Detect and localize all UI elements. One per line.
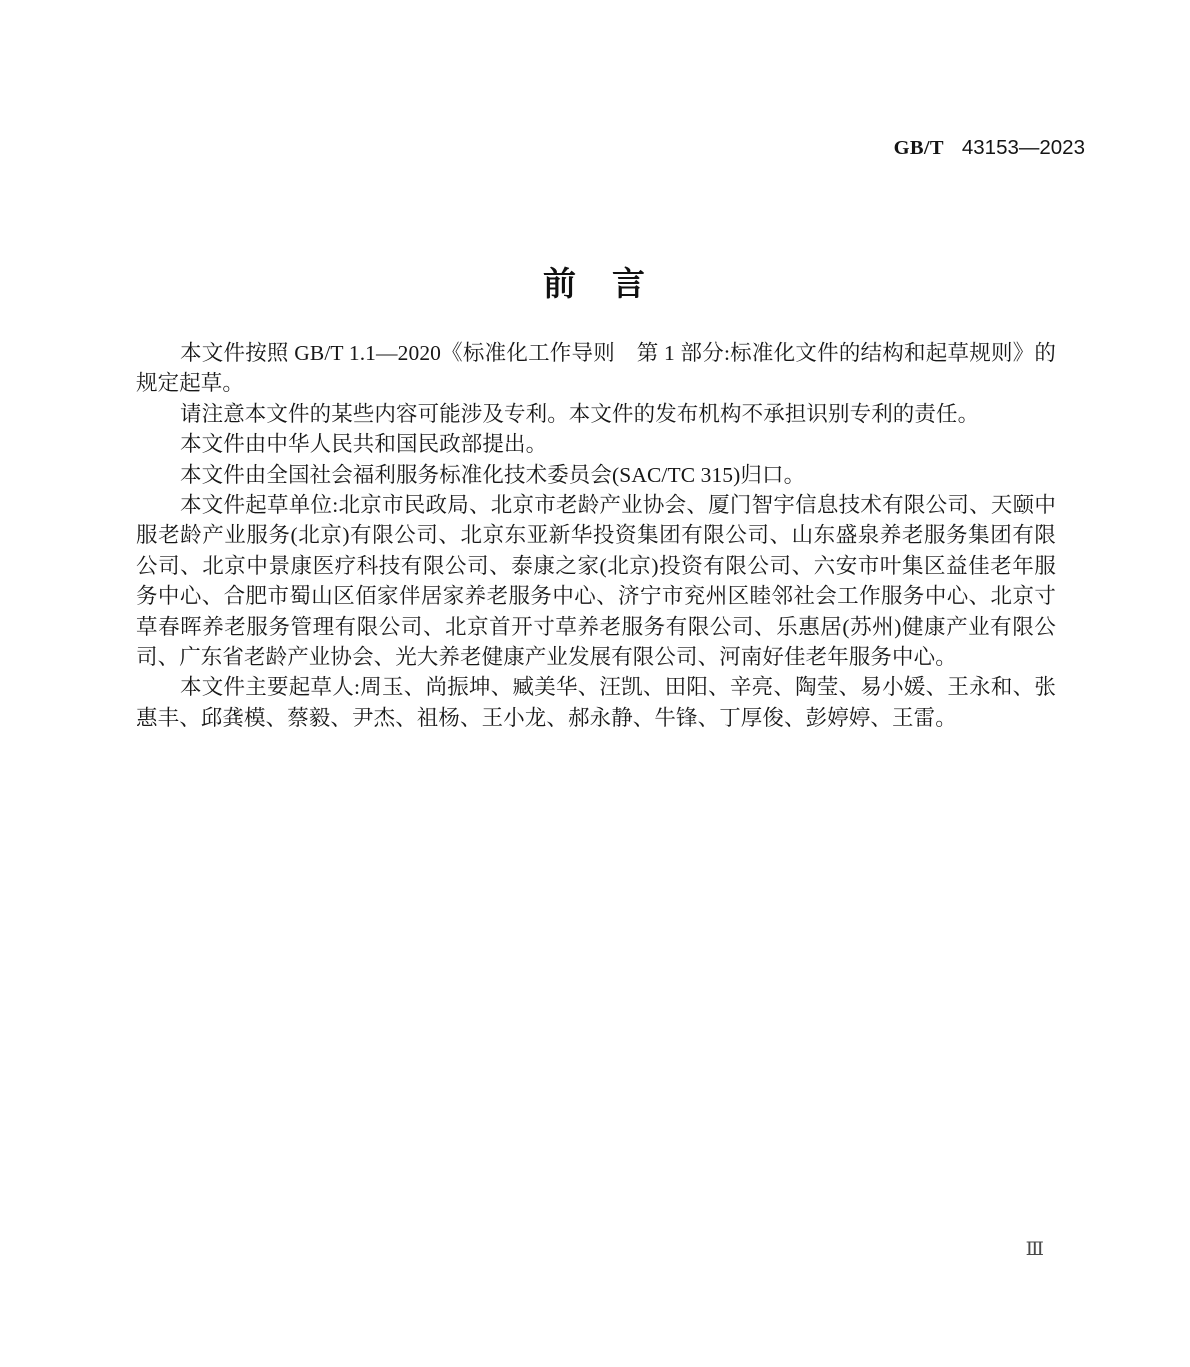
foreword-body bbox=[136, 338, 1056, 733]
paragraph-patent-notice: 请注意本文件的某些内容可能涉及专利。本文件的发布机构不承担识别专利的责任。 bbox=[180, 401, 980, 426]
paragraph-drafting-organizations: 本文件起草单位:北京市民政局、北京市老龄产业协会、厦门智宇信息技术有限公司、天颐中服老龄产业服务(北京)有限公司、北京东亚新华投资集团有限公司、山东盛泉养老服务集团有限公司、北京中景康医疗科技有限公司、泰康之家(北京)投资有限公司、六安市叶集区益佳老年服务中心、合肥市蜀山区佰家伴居家养老服务中心、济宁市兖州区睦邻社会工作服务中心、北京寸草春晖养老服务管理有限公司、北京首开寸草养老服务有限公司、乐惠居(苏州)健康产业有限公司、广东省老龄产业协会、光大养老健康产业发展有限公司、河南好佳老年服务中心。 bbox=[136, 493, 1056, 670]
footer-page-number: Ⅲ bbox=[1025, 1239, 1045, 1260]
page-title bbox=[0, 258, 1190, 305]
paragraph-proposing-body: 本文件由中华人民共和国民政部提出。 bbox=[180, 432, 548, 457]
running-header bbox=[0, 136, 1085, 160]
page-title-char-1: 前 bbox=[543, 264, 578, 304]
page-title-char-2: 言 bbox=[612, 264, 647, 304]
paragraph-scope-basis: 本文件按照 GB/T 1.1—2020《标准化工作导则 第 1 部分:标准化文件的结构和起草规则》的规定起草。 bbox=[136, 341, 1056, 396]
standard-code: GB/T bbox=[893, 137, 944, 159]
paragraph-administering-body: 本文件由全国社会福利服务标准化技术委员会(SAC/TC 315)归口。 bbox=[180, 462, 806, 487]
paragraph-principal-drafters: 本文件主要起草人:周玉、尚振坤、臧美华、汪凯、田阳、辛亮、陶莹、易小媛、王永和、张惠丰、邱龚模、蔡毅、尹杰、祖杨、王小龙、郝永静、牛锋、丁厚俊、彭婷婷、王雷。 bbox=[136, 675, 1056, 730]
standard-number: 43153—2023 bbox=[961, 136, 1085, 159]
